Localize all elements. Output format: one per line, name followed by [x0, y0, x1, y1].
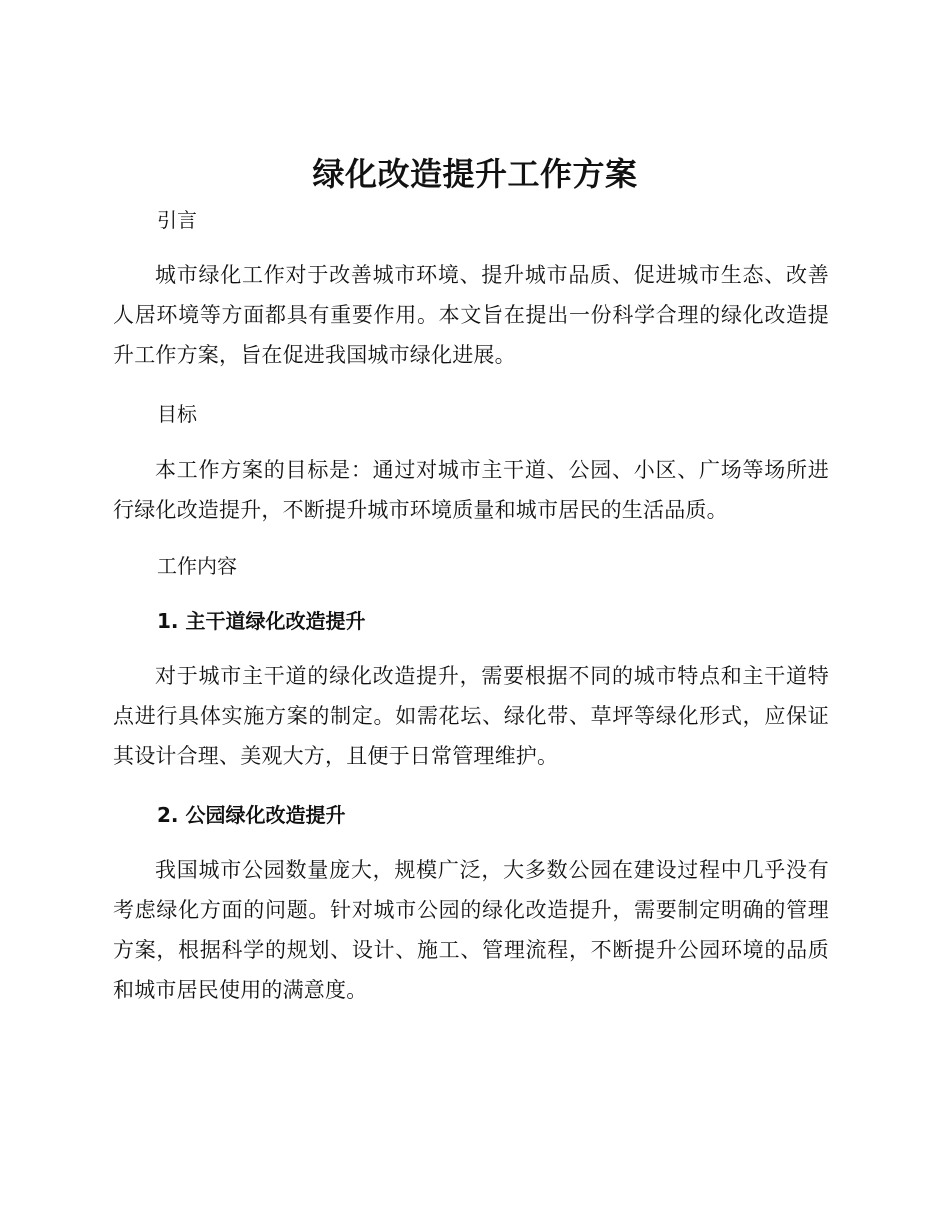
document-title: 绿化改造提升工作方案	[312, 155, 638, 193]
subsection-body-main-road: 对于城市主干道的绿化改造提升，需要根据不同的城市特点和主干道特点进行具体实施方案的制定。如需花坛、绿化带、草坪等绿化形式，应保证其设计合理、美观大方，且便于日常管理维护。	[113, 664, 829, 768]
subsection-heading-park: 2. 公园绿化改造提升	[157, 803, 346, 827]
section-body-goal: 本工作方案的目标是：通过对城市主干道、公园、小区、广场等场所进行绿化改造提升，不断提升城市环境质量和城市居民的生活品质。	[113, 458, 829, 522]
section-heading-intro: 引言	[157, 208, 197, 232]
subsection-body-park: 我国城市公园数量庞大，规模广泛，大多数公园在建设过程中几乎没有考虑绿化方面的问题。针对城市公园的绿化改造提升，需要制定明确的管理方案，根据科学的规划、设计、施工、管理流程，不断提升公园环境的品质和城市居民使用的满意度。	[113, 858, 829, 1002]
section-body-intro: 城市绿化工作对于改善城市环境、提升城市品质、促进城市生态、改善人居环境等方面都具有重要作用。本文旨在提出一份科学合理的绿化改造提升工作方案，旨在促进我国城市绿化进展。	[113, 263, 829, 367]
section-heading-goal: 目标	[157, 402, 197, 426]
subsection-heading-main-road: 1. 主干道绿化改造提升	[157, 609, 366, 633]
section-heading-work: 工作内容	[157, 554, 237, 578]
